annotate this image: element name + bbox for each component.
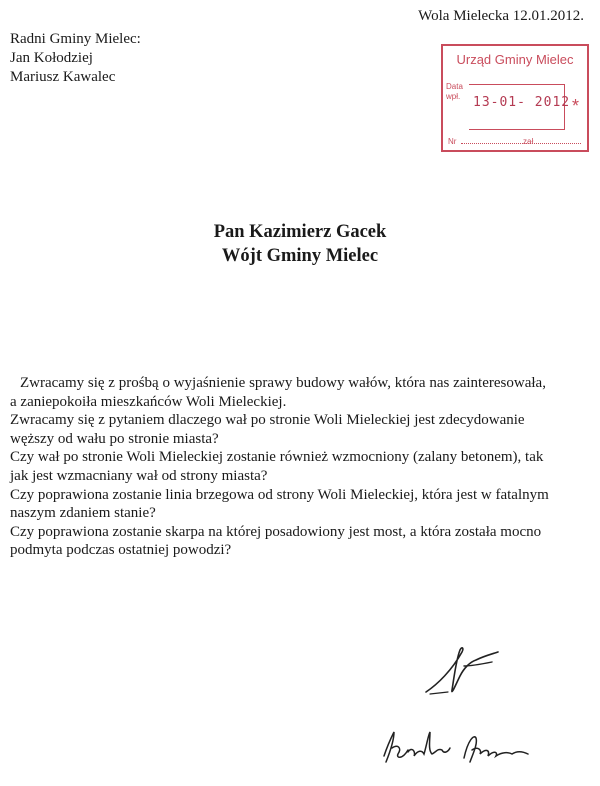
place-date: Wola Mielecka 12.01.2012. — [418, 8, 584, 24]
sender-name: Mariusz Kawalec — [10, 69, 116, 85]
recipient-name: Pan Kazimierz Gacek — [213, 222, 387, 242]
sender-name: Jan Kołodziej — [10, 50, 93, 66]
body-line: węższy od wału po stronie miasta? — [10, 430, 219, 447]
body-line: podmyta podczas ostatniej powodzi? — [10, 542, 232, 559]
letter-body — [10, 374, 585, 560]
recipient-block — [0, 220, 600, 268]
office-receipt-stamp — [441, 44, 589, 152]
body-line: Czy wał po stronie Woli Mieleckiej zostanie również wzmocniony (zalany betonem), tak — [10, 449, 544, 466]
senders-block — [10, 30, 141, 87]
signature-first — [418, 636, 518, 706]
body-line: Zwracamy się z prośbą o wyjaśnienie sprawy budowy wałów, która nas zainteresowała, — [20, 375, 546, 391]
signature-second — [378, 726, 538, 772]
stamp-zal-label: zał. — [523, 137, 536, 146]
stamp-star: * — [571, 96, 579, 116]
stamp-date-value: 13-01- 2012 — [473, 95, 571, 110]
body-line: Zwracamy się z pytaniem dlaczego wał po stronie Woli Mieleckiej jest zdecydowanie — [10, 412, 525, 429]
body-line: Czy poprawiona zostanie skarpa na której posadowiony jest most, a która została mocno — [10, 523, 542, 540]
stamp-date-label — [446, 82, 463, 102]
stamp-date-label-line2: wpł. — [446, 92, 461, 101]
body-line: Czy poprawiona zostanie linia brzegowa od strony Woli Mieleckiej, która jest w fatalnym — [10, 486, 549, 503]
stamp-title: Urząd Gminy Mielec — [456, 52, 574, 67]
senders-heading: Radni Gminy Mielec: — [10, 31, 141, 47]
stamp-date-label-line1: Data — [446, 82, 463, 91]
stamp-nr-label: Nr — [448, 137, 457, 146]
stamp-dotted-line — [461, 143, 581, 144]
recipient-title: Wójt Gminy Mielec — [221, 246, 379, 266]
body-line: jak jest wzmacniany wał od strony miasta? — [10, 467, 268, 484]
body-line: a zaniepokoiła mieszkańców Woli Mieleckiej. — [10, 393, 287, 410]
body-line: naszym zdaniem stanie? — [10, 505, 156, 522]
